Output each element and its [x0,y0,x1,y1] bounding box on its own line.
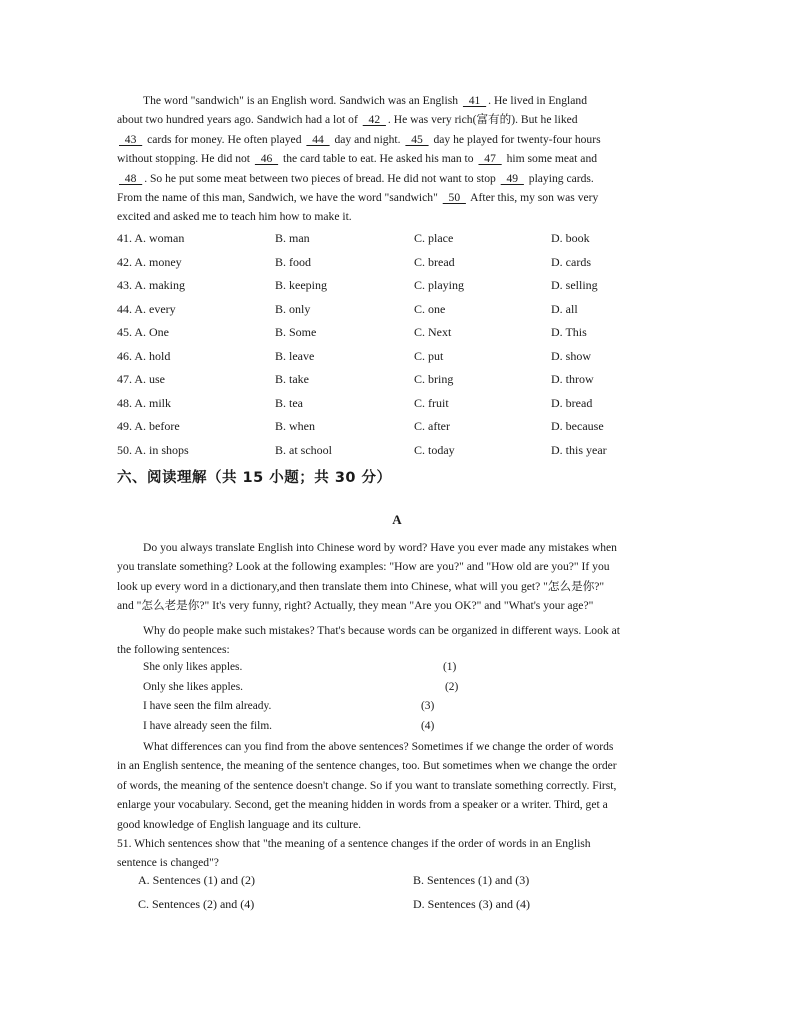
blank-49[interactable]: 49 [500,171,524,185]
cloze-text: without stopping. He did not [117,152,253,166]
question-number: 46. [117,348,132,363]
blank-41[interactable]: 41 [462,94,487,107]
option-a[interactable] [117,443,189,458]
option-d[interactable]: D. cards [551,254,591,269]
cloze-text: day and night. [331,132,404,146]
option-a[interactable] [117,302,176,317]
question-number: 45. [117,325,132,339]
passage-paragraph-3 [117,737,677,834]
option-row-50 [117,443,677,463]
option-a-text: A. before [134,419,180,433]
sentence-number: (2) [445,680,459,693]
cloze-text: excited and asked me to teach him how to make it. [117,210,352,224]
option-c[interactable]: C. one [414,301,446,316]
example-sentence: I have already seen the film. [143,719,273,732]
option-a-text: A. hold [134,348,171,363]
option-c[interactable]: C. place [414,231,454,245]
option-row-43 [117,278,677,298]
question-line: sentence is changed"? [117,856,219,870]
option-a[interactable] [117,419,180,434]
blank-46[interactable]: 46 [254,152,279,166]
passage-line: enlarge your vocabulary. Second, get the meaning hidden in words from a speaker or a writer. Third, get a [117,798,608,812]
option-row-45 [117,325,677,345]
question-51-option-c[interactable]: C. Sentences (2) and (4) [138,897,255,911]
example-sentence: Only she likes apples. [143,680,243,693]
option-c[interactable]: C. fruit [414,395,449,410]
option-c[interactable]: C. today [414,442,455,457]
passage-line: look up every word in a dictionary,and then translate them into Chinese, what will you get? "怎么是你?" [117,579,605,593]
option-b[interactable]: B. keeping [275,278,327,292]
question-line: 51. Which sentences show that "the meaning of a sentence changes if the order of words in an English [117,837,591,850]
cloze-text: . So he put some meat between two pieces of bread. He did not want to stop [144,171,499,185]
option-row-42 [117,255,677,275]
option-a[interactable] [117,349,170,364]
option-row-44 [117,302,677,322]
option-a[interactable] [117,396,171,411]
option-d[interactable]: D. bread [551,395,593,410]
cloze-text: cards for money. He often played [144,132,305,146]
cloze-line [117,149,677,168]
option-d[interactable]: D. all [551,301,578,316]
cloze-text: The word "sandwich" is an English word. Sandwich was an English [143,94,461,107]
cloze-text: about two hundred years ago. Sandwich had a lot of [117,113,361,127]
cloze-line [117,110,677,129]
question-51-option-d[interactable]: D. Sentences (3) and (4) [413,897,530,911]
option-d[interactable]: D. throw [551,372,594,386]
option-a-text: A. every [134,301,176,316]
question-number: 50. [117,442,132,457]
passage-line: in an English sentence, the meaning of the sentence changes, too. But sometimes when we change the order [117,759,617,773]
option-c[interactable]: C. bring [414,372,454,386]
option-d[interactable]: D. this year [551,442,607,457]
cloze-text: day he played for twenty-four hours [430,132,601,146]
option-row-49 [117,419,677,439]
option-b[interactable]: B. only [275,301,311,316]
option-c[interactable]: C. put [414,348,444,363]
passage-line: the following sentences: [117,643,230,657]
option-a-text: A. in shops [134,442,189,457]
option-d[interactable]: D. book [551,231,590,245]
option-b[interactable]: B. at school [275,442,332,457]
cloze-line [117,207,677,226]
passage-line: Why do people make such mistakes? That's because words can be organized in different ways. Look at [143,624,620,637]
option-a[interactable] [117,278,185,293]
blank-45[interactable]: 45 [405,132,429,146]
blank-50[interactable]: 50 [442,191,466,205]
option-b[interactable]: B. man [275,231,310,245]
option-a[interactable] [117,231,184,246]
option-b[interactable]: B. tea [275,395,303,410]
question-51 [117,834,677,873]
question-number: 42. [117,254,132,269]
blank-42[interactable]: 42 [362,113,386,127]
cloze-line [117,91,677,110]
option-row-47 [117,372,677,392]
option-row-48 [117,396,677,416]
question-51-option-a[interactable]: A. Sentences (1) and (2) [138,873,255,887]
option-a[interactable] [117,372,165,387]
sentence-number: (1) [443,661,457,673]
option-row-41 [117,231,677,251]
passage-line: What differences can you find from the above sentences? Sometimes if we change the order of words [143,740,614,753]
option-d[interactable]: D. show [551,348,592,363]
cloze-line [117,188,677,207]
passage-line: and "怎么老是你?" It's very funny, right? Actually, they mean "Are you OK?" and "What's your age?" [117,599,594,613]
option-row-46 [117,349,677,369]
question-number: 43. [117,278,132,292]
option-d[interactable]: D. This [551,325,587,339]
option-b[interactable]: B. Some [275,325,317,339]
example-sentence: I have seen the film already. [143,700,272,712]
option-d[interactable]: D. because [551,419,604,433]
passage-paragraph-2 [117,621,677,660]
cloze-text: . He lived in England [488,94,587,107]
cloze-text: the card table to eat. He asked his man to [280,152,477,166]
option-a-text: A. use [134,372,166,386]
question-number: 48. [117,395,132,410]
option-c[interactable]: C. Next [414,325,452,339]
passage-line: good knowledge of English language and its culture. [117,817,362,831]
option-d[interactable]: D. selling [551,278,598,292]
question-number: 41. [117,231,132,245]
option-a[interactable] [117,255,182,270]
cloze-text: . He was very rich(富有的). But he liked [387,113,578,127]
option-c[interactable]: C. playing [414,278,464,292]
question-number: 44. [117,301,132,316]
cloze-text: From the name of this man, Sandwich, we have the word "sandwich" [117,191,441,205]
option-a-text: A. money [134,254,182,269]
passage-line: of words, the meaning of the sentence doesn't change. So if you want to translate something correctly. First, [117,778,617,792]
option-c[interactable]: C. bread [414,254,455,269]
option-b[interactable]: B. leave [275,348,315,363]
question-number: 47. [117,372,132,386]
blank-43[interactable]: 43 [119,132,143,146]
section-title: 六、阅读理解（共 15 小题；共 30 分） [117,470,392,486]
blank-47[interactable]: 47 [478,152,502,166]
question-51-option-b[interactable]: B. Sentences (1) and (3) [413,873,530,887]
passage-line: you translate something? Look at the following examples: "How are you?" and "How old are you?" If you [117,560,610,574]
option-b[interactable]: B. food [275,254,311,269]
question-number: 49. [117,419,132,433]
option-a-text: A. milk [134,395,172,410]
option-a-text: A. One [134,325,170,339]
option-c[interactable]: C. after [414,419,450,433]
cloze-text: playing cards. [525,171,594,185]
cloze-text: him some meat and [503,152,598,166]
cloze-line [117,130,677,149]
cloze-line [117,169,677,188]
option-b[interactable]: B. when [275,419,315,433]
blank-44[interactable]: 44 [306,132,330,146]
sentence-number: (3) [421,700,435,712]
cloze-passage [117,91,677,227]
option-a[interactable] [117,325,169,340]
example-sentence: She only likes apples. [143,661,243,673]
option-b[interactable]: B. take [275,372,309,386]
passage-paragraph-1 [117,538,677,616]
passage-title: A [392,512,402,527]
passage-line: Do you always translate English into Chinese word by word? Have you ever made any mistakes when [143,541,617,554]
sentence-number: (4) [421,719,435,732]
blank-48[interactable]: 48 [119,171,143,185]
option-a-text: A. making [134,278,186,292]
cloze-text: After this, my son was very [467,191,599,205]
option-a-text: A. woman [134,231,185,245]
